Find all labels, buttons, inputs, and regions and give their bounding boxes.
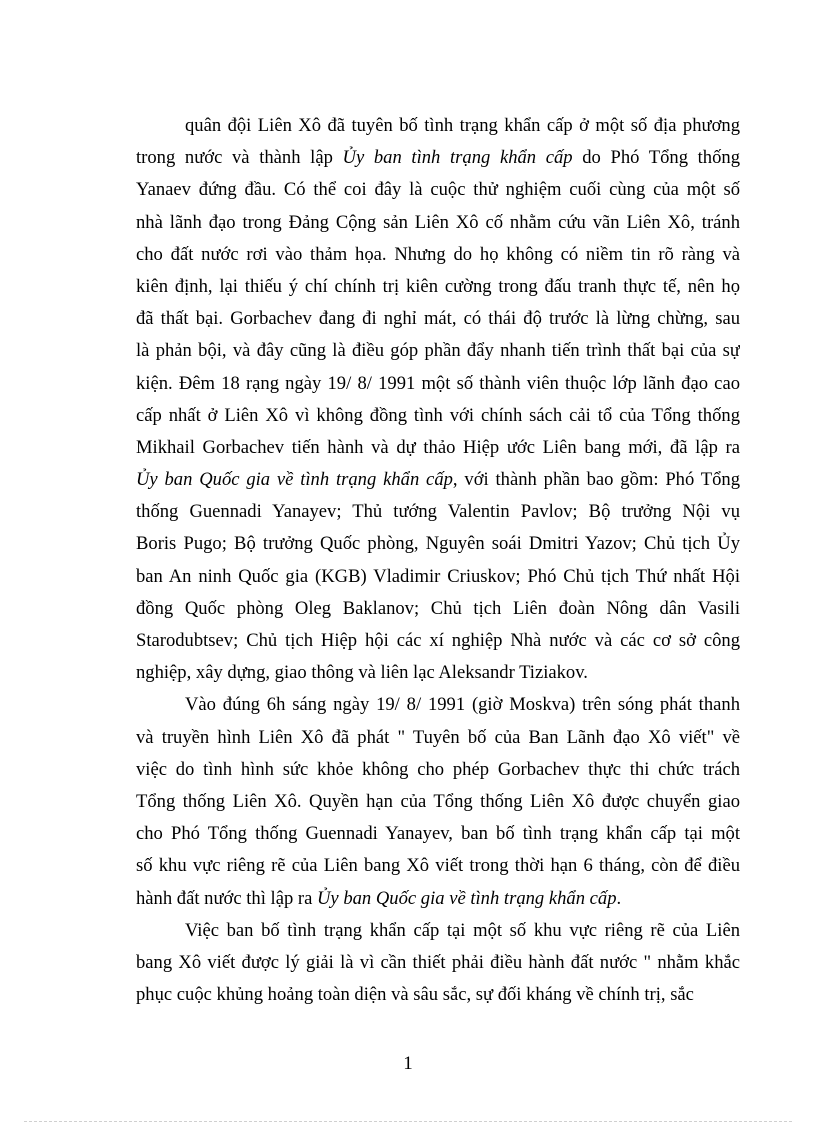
text-line: cho đất nước rơi vào thảm họa. Nhưng do họ không có niềm tin rõ ràng và bbox=[136, 243, 740, 265]
text-run: , với thành phần bao gồm: Phó Tổng bbox=[452, 469, 740, 491]
text-line: Tổng thống Liên Xô. Quyền hạn của Tổng thống Liên Xô được chuyển giao bbox=[136, 790, 740, 812]
text-line: kiên định, lại thiếu ý chí chính trị kiên cường trong đấu tranh thực tế, nên họ bbox=[136, 275, 740, 297]
document-body bbox=[136, 110, 740, 1011]
text-line: đã thất bại. Gorbachev đang đi nghỉ mát, có thái độ trước là lừng chừng, sau bbox=[136, 308, 740, 330]
page-bottom-divider bbox=[24, 1121, 792, 1122]
text-line: nghiệp, xây dựng, giao thông và liên lạc Aleksandr Tiziakov. bbox=[136, 662, 588, 684]
text-line: cấp nhất ở Liên Xô vì không đồng tình với chính sách cải tổ của Tổng thống bbox=[136, 404, 740, 426]
text-line: Vào đúng 6h sáng ngày 19/ 8/ 1991 (giờ Moskva) trên sóng phát thanh bbox=[185, 694, 740, 716]
text-line: việc do tình hình sức khỏe không cho phép Gorbachev thực thi chức trách bbox=[136, 758, 740, 780]
text-line bbox=[136, 142, 740, 174]
text-line: Boris Pugo; Bộ trưởng Quốc phòng, Nguyên soái Dmitri Yazov; Chủ tịch Ủy bbox=[136, 533, 740, 555]
text-run: trong nước và thành lập bbox=[136, 147, 343, 169]
text-line bbox=[136, 883, 740, 915]
page-number: 1 bbox=[403, 1053, 413, 1074]
italic-term: Ủy ban tình trạng khẩn cấp bbox=[342, 147, 573, 169]
text-line: ban An ninh Quốc gia (KGB) Vladimir Criuskov; Phó Chủ tịch Thứ nhất Hội bbox=[136, 565, 740, 587]
text-line: là phản bội, và đây cũng là điều góp phần đẩy nhanh tiến trình thất bại của sự bbox=[136, 340, 740, 362]
text-line bbox=[136, 464, 740, 496]
italic-term: Ủy ban Quốc gia về tình trạng khẩn cấp bbox=[136, 469, 453, 491]
text-line: quân đội Liên Xô đã tuyên bố tình trạng khẩn cấp ở một số địa phương bbox=[185, 115, 740, 136]
text-line: bang Xô viết được lý giải là vì cần thiết phải điều hành đất nước " nhằm khắc bbox=[136, 951, 740, 973]
text-line: kiện. Đêm 18 rạng ngày 19/ 8/ 1991 một số thành viên thuộc lớp lãnh đạo cao bbox=[136, 372, 740, 394]
text-run: do Phó Tổng thống bbox=[572, 147, 740, 169]
text-line: Việc ban bố tình trạng khẩn cấp tại một số khu vực riêng rẽ của Liên bbox=[185, 919, 740, 941]
text-line: thống Guennadi Yanayev; Thủ tướng Valentin Pavlov; Bộ trưởng Nội vụ bbox=[136, 501, 740, 523]
text-run: hành đất nước thì lập ra bbox=[136, 887, 317, 909]
italic-term: Ủy ban Quốc gia về tình trạng khẩn cấp bbox=[317, 887, 617, 909]
text-line: Yanaev đứng đầu. Có thể coi đây là cuộc thử nghiệm cuối cùng của một số bbox=[136, 179, 740, 201]
text-line: đồng Quốc phòng Oleg Baklanov; Chủ tịch Liên đoàn Nông dân Vasili bbox=[136, 597, 740, 619]
text-line: phục cuộc khủng hoảng toàn diện và sâu sắc, sự đối kháng về chính trị, sắc bbox=[136, 984, 694, 1006]
text-line: Starodubtsev; Chủ tịch Hiệp hội các xí nghiệp Nhà nước và các cơ sở công bbox=[136, 630, 740, 651]
text-line: cho Phó Tổng thống Guennadi Yanayev, ban bố tình trạng khẩn cấp tại một bbox=[136, 823, 740, 845]
text-run: . bbox=[616, 887, 622, 909]
text-line: Mikhail Gorbachev tiến hành và dự thảo Hiệp ước Liên bang mới, đã lập ra bbox=[136, 436, 740, 458]
text-line: và truyền hình Liên Xô đã phát " Tuyên bố của Ban Lãnh đạo Xô viết" về bbox=[136, 726, 740, 748]
text-line: số khu vực riêng rẽ của Liên bang Xô viết trong thời hạn 6 tháng, còn để điều bbox=[136, 855, 740, 877]
text-line: nhà lãnh đạo trong Đảng Cộng sản Liên Xô cố nhằm cứu vãn Liên Xô, tránh bbox=[136, 211, 740, 233]
